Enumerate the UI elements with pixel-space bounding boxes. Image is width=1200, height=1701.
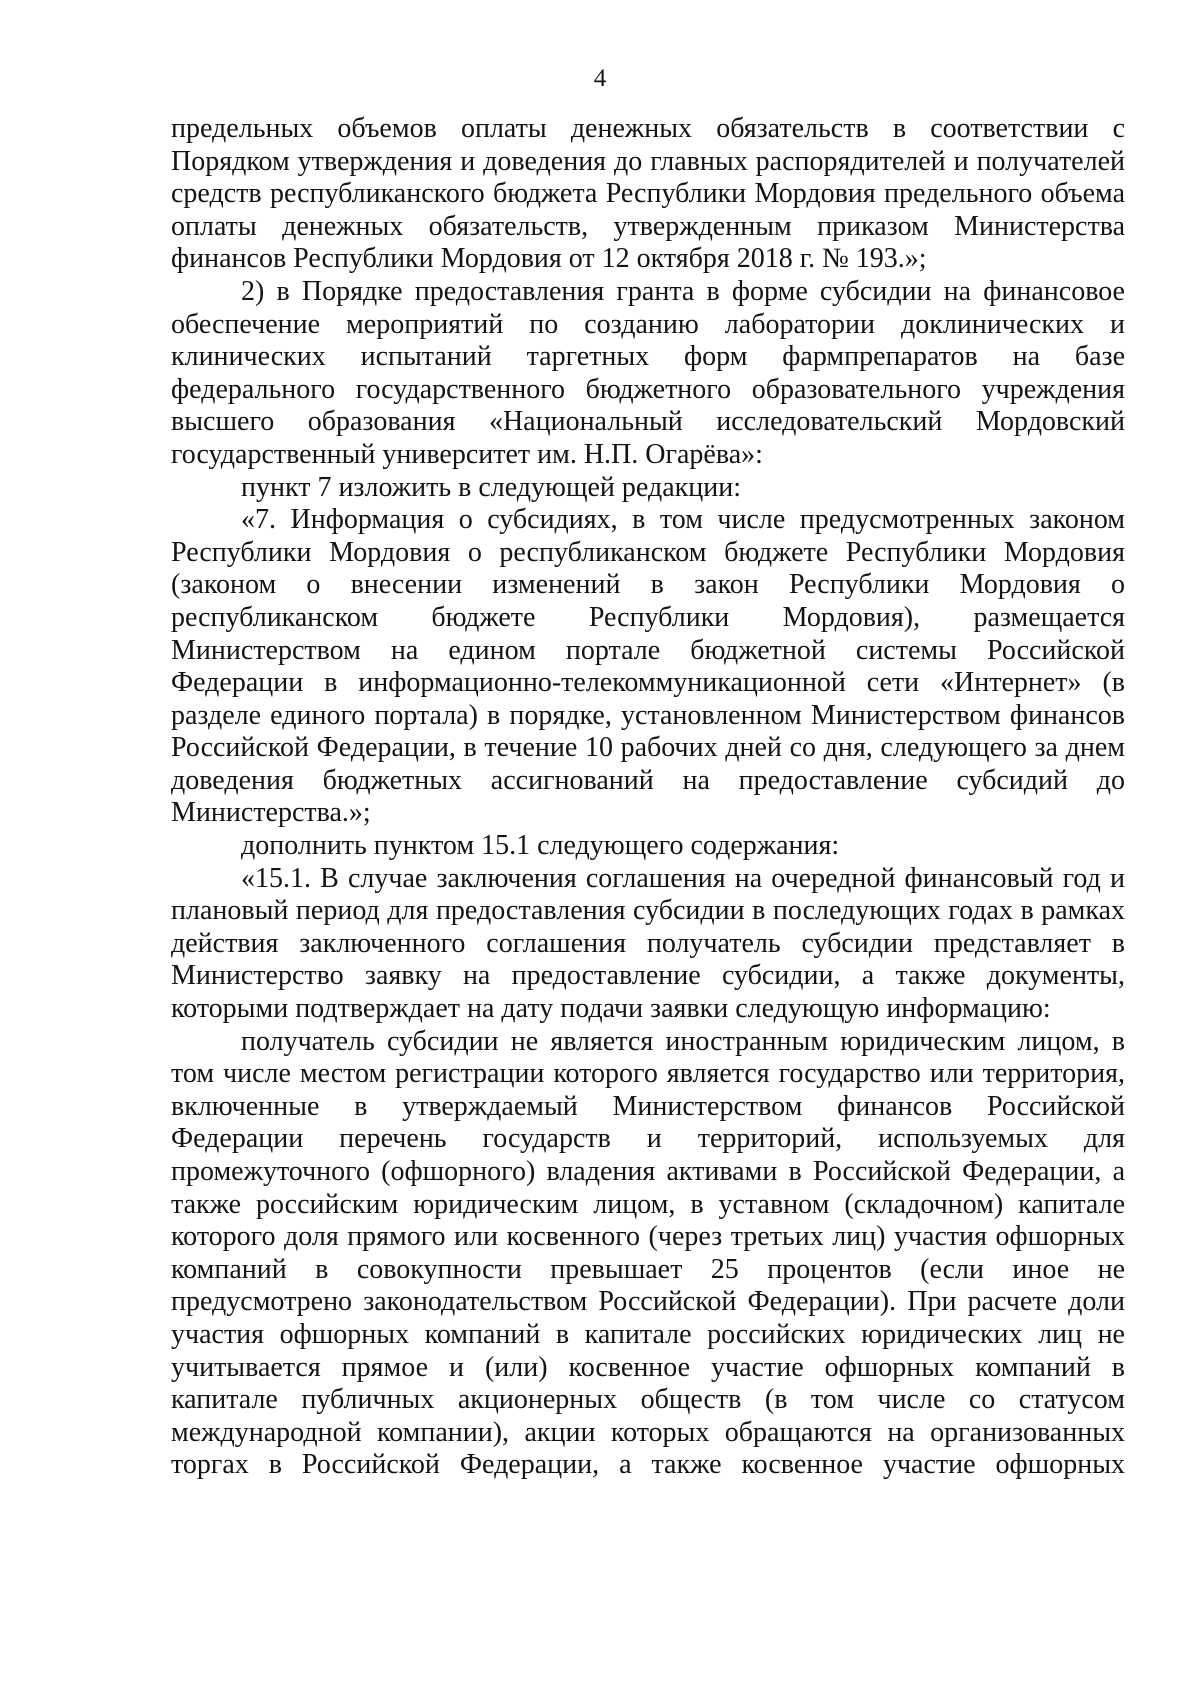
paragraph-point-7-instruction: пункт 7 изложить в следующей редакции: — [241, 471, 741, 503]
paragraph-point-7-text: «7. Информация о субсидиях, в том числе предусмотренных законом Республики Мордовия о республиканском бюджете Республики Мордовия (законом о внесении изменений в закон Республики Мордовия о республиканском бюджете Республики Мордовия), размещается Министерством на едином портале бюджетной системы Российской Федерации в информационно-телекоммуникационной сети «Интернет» (в разделе единого портала) в порядке, установленном Министерством финансов Российской Федерации, в течение 10 рабочих дней со дня, следующего за днем доведения бюджетных ассигнований на предоставление субсидий до Министерства.»; — [171, 504, 1125, 829]
document-body — [171, 113, 1125, 1482]
paragraph-point-15-1-text: «15.1. В случае заключения соглашения на очередной финансовый год и плановый период для предоставления субсидии в последующих годах в рамках действия заключенного соглашения получатель субсидии представляет в Министерство заявку на предоставление субсидии, а также документы, которыми подтверждает на дату подачи заявки следующую информацию: — [171, 862, 1125, 1025]
paragraph-recipient-condition: получатель субсидии не является иностранным юридическим лицом, в том числе местом регистрации которого является государство или территория, включенные в утверждаемый Министерством финансов Российской Федерации перечень государств и территорий, используемых для промежуточного (офшорного) владения активами в Российской Федерации, а также российским юридическим лицом, в уставном (складочном) капитале которого доля прямого или косвенного (через третьих лиц) участия офшорных компаний в совокупности превышает 25 процентов (если иное не предусмотрено законодательством Российской Федерации). При расчете доли участия офшорных компаний в капитале российских юридических лиц не учитывается прямое и (или) косвенное участие офшорных компаний в капитале публичных акционерных обществ (в том числе со статусом международной компании), акции которых обращаются на организованных торгах в Российской Федерации, а также косвенное участие офшорных — [171, 1025, 1125, 1481]
paragraph-item-2: 2) в Порядке предоставления гранта в форме субсидии на финансовое обеспечение мероприятий по созданию лаборатории доклинических и клинических испытаний таргетных форм фармпрепаратов на базе федерального государственного бюджетного образовательного учреждения высшего образования «Национальный исследовательский Мордовский государственный университет им. Н.П. Огарёва»: — [171, 275, 1125, 470]
page-number: 4 — [593, 65, 607, 92]
paragraph-continuation: предельных объемов оплаты денежных обязательств в соответствии с Порядком утверждения и доведения до главных распорядителей и получателей средств республиканского бюджета Республики Мордовия предельного объема оплаты денежных обязательств, утвержденным приказом Министерства финансов Республики Мордовия от 12 октября 2018 г. № 193.»; — [171, 113, 1125, 275]
paragraph-point-15-1-instruction: дополнить пунктом 15.1 следующего содержания: — [241, 830, 840, 862]
